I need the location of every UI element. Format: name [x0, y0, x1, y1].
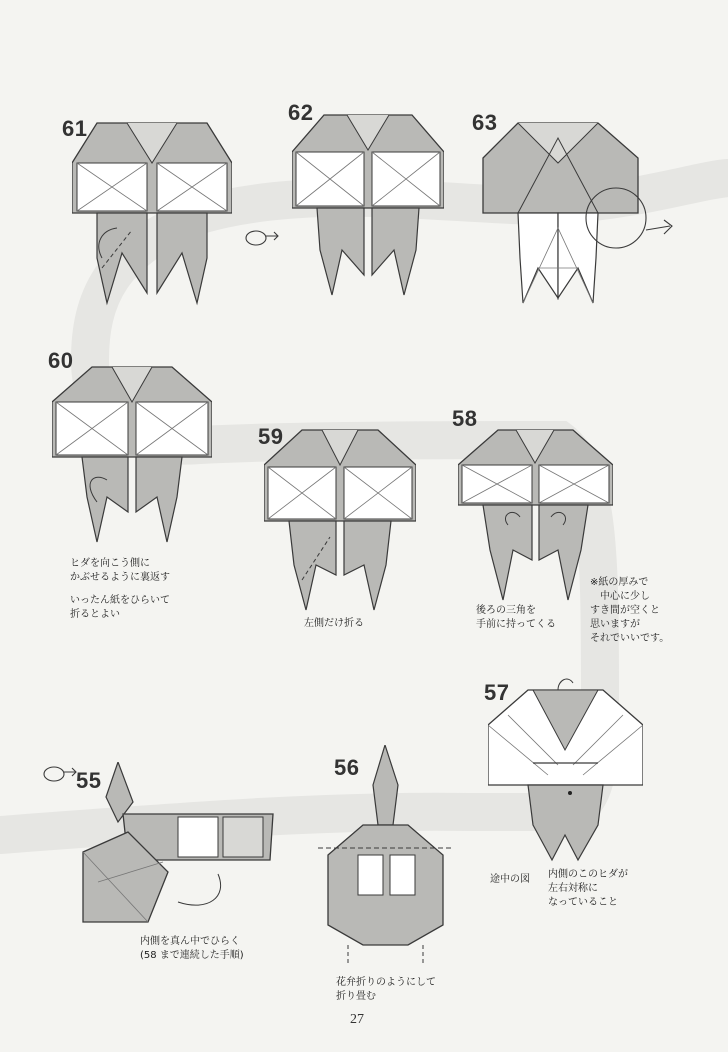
step-number-57: 57	[484, 680, 510, 705]
step-number-60: 60	[48, 348, 74, 373]
note-step-57-line1: 途中の図	[490, 874, 530, 885]
diagram-step-59	[264, 425, 416, 615]
note-step-57-line4: なっていること	[548, 897, 618, 908]
diagram-step-55	[78, 762, 276, 932]
note-step-57-line3: 左右対称に	[548, 883, 598, 894]
diagram-step-62	[292, 110, 444, 300]
diagram-step-56	[318, 745, 453, 970]
note-step-58-line7: それでいいです。	[590, 633, 670, 644]
step-number-59: 59	[258, 424, 284, 449]
step-number-58: 58	[452, 406, 478, 431]
step-number-62: 62	[288, 100, 314, 125]
note-step-58-line6: 思いますが	[590, 619, 640, 630]
note-step-57-line2: 内側のこのヒダが	[548, 869, 628, 880]
turn-over-icon	[240, 226, 280, 248]
diagram-step-61	[72, 118, 232, 310]
note-step-56-line2: 折り畳む	[336, 991, 376, 1002]
step-number-56: 56	[334, 755, 360, 780]
diagram-step-57	[488, 675, 643, 865]
note-step-55-line2: (58 まで連続した手順)	[140, 950, 244, 961]
note-step-58-line1: 後ろの三角を	[476, 605, 536, 616]
note-step-60-line2: かぶせるように裏返す	[70, 572, 170, 583]
diagram-step-60	[52, 362, 212, 552]
note-step-55-line1: 内側を真ん中でひらく	[140, 936, 240, 947]
turn-over-icon	[38, 762, 78, 784]
note-step-58-line4: 中心に少し	[600, 591, 650, 602]
diagram-step-63	[478, 118, 678, 308]
note-step-56-line1: 花弁折りのようにして	[336, 977, 436, 988]
note-step-58-line5: すき間が空くと	[590, 605, 660, 616]
page-number: 27	[350, 1012, 364, 1027]
step-number-63: 63	[472, 110, 498, 135]
step-number-61: 61	[62, 116, 88, 141]
note-step-60-line1: ヒダを向こう側に	[70, 558, 150, 569]
note-step-58-line3: ※紙の厚みで	[590, 577, 649, 588]
note-step-58-line2: 手前に持ってくる	[476, 619, 556, 630]
step-number-55: 55	[76, 768, 102, 793]
note-step-59: 左側だけ折る	[304, 618, 364, 629]
note-step-60-line4: 折るとよい	[70, 609, 120, 620]
note-step-60-line3: いったん紙をひらいて	[70, 595, 170, 606]
